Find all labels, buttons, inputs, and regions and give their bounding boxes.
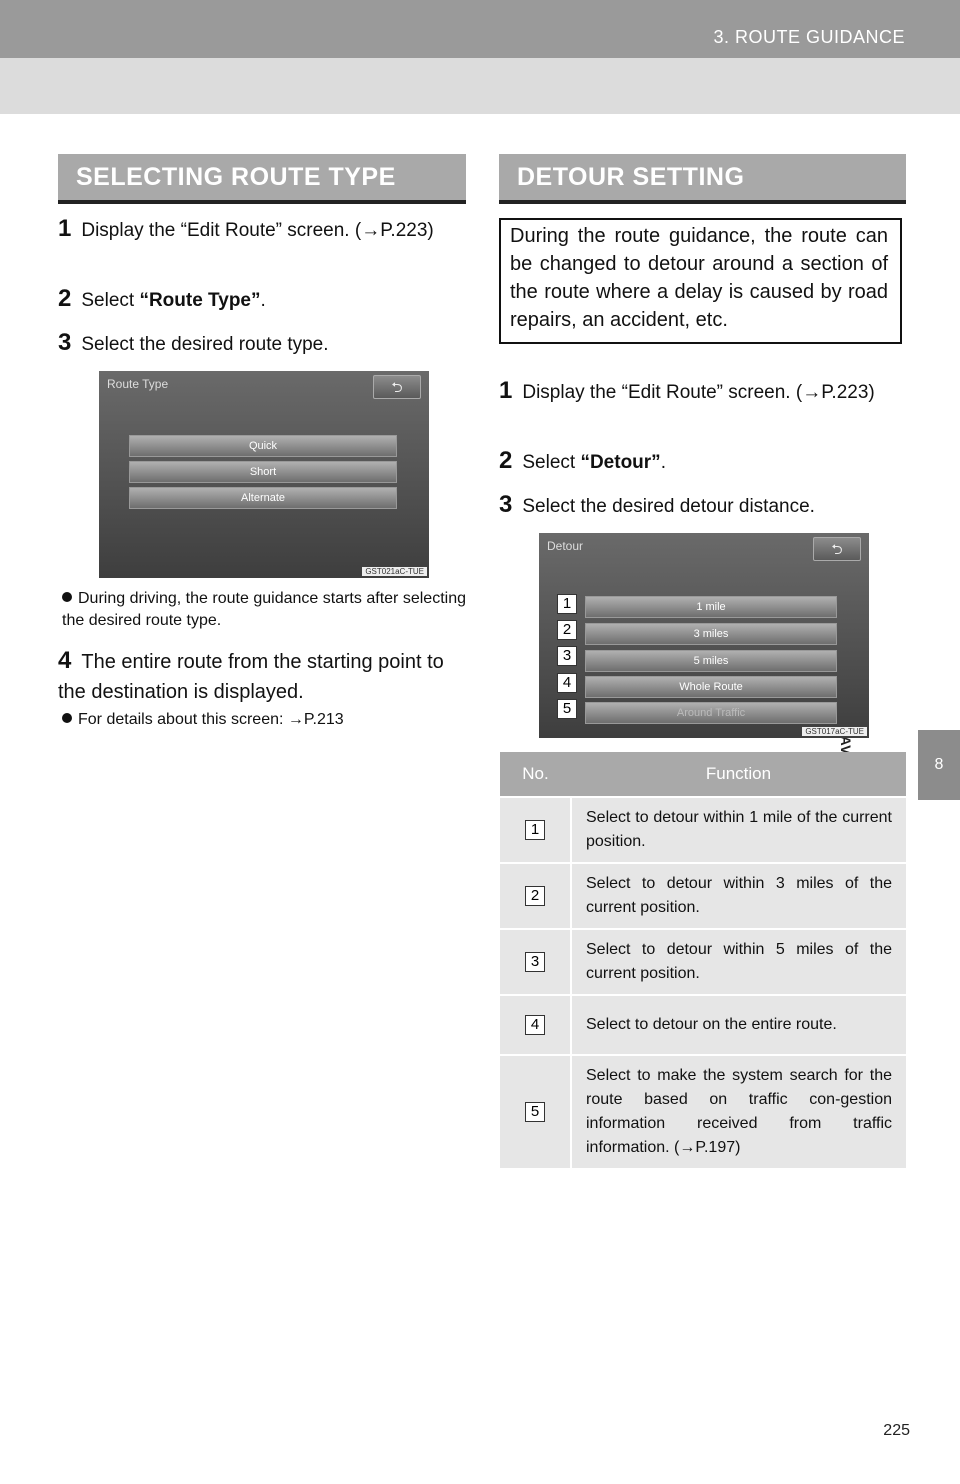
side-tab — [918, 800, 960, 1000]
row-function: Select to detour within 3 miles of the current position. — [571, 863, 906, 929]
short-button: Short — [129, 461, 397, 483]
step-text: . — [660, 452, 666, 473]
chapter-title: 3. ROUTE GUIDANCE — [713, 27, 905, 47]
alternate-button: Alternate — [129, 487, 397, 509]
step-3-right — [499, 490, 907, 522]
row-number: 4 — [525, 1015, 545, 1035]
step-text: Display the “Edit Route” screen. (→P.223) — [81, 220, 434, 241]
table-row — [500, 797, 906, 863]
back-arrow-icon: ⮌ — [813, 537, 861, 561]
bullet-text: For details about this screen: →P.213 — [78, 711, 344, 728]
step-4-left — [58, 646, 472, 707]
table-header-row — [500, 752, 906, 797]
info-box: During the route guidance, the route can be changed to detour around a section of the route where a delay is caused by road repairs, an accident, etc. — [499, 218, 902, 344]
row-number-cell — [500, 929, 571, 995]
step-text: Select — [522, 452, 581, 473]
table-row — [500, 929, 906, 995]
step-text: . — [260, 290, 266, 311]
bullet-dot — [62, 713, 72, 723]
callout-3: 3 — [557, 646, 577, 666]
step-2-right — [499, 446, 907, 478]
screen-title: Detour — [547, 539, 584, 553]
table-row — [500, 863, 906, 929]
callout-5: 5 — [557, 699, 577, 719]
back-arrow-icon: ⮌ — [373, 375, 421, 399]
row-number-cell — [500, 1055, 571, 1168]
bullet-driving — [62, 588, 466, 632]
row-number: 3 — [525, 952, 545, 972]
bullet-dot — [62, 592, 72, 602]
step-bold: “Route Type” — [139, 290, 261, 311]
step-bold: “Detour” — [580, 452, 661, 473]
step-2-left — [58, 284, 466, 316]
row-function: Select to detour within 5 miles of the current position. — [571, 929, 906, 995]
step-number: 1 — [499, 377, 513, 404]
step-text: Select — [81, 290, 140, 311]
route-type-screenshot — [99, 371, 429, 578]
callout-4: 4 — [557, 673, 577, 693]
step-number: 2 — [58, 285, 72, 312]
bullet-text: During driving, the route guidance starts after selecting the desired route type. — [62, 590, 466, 629]
bullet-details — [62, 709, 466, 731]
detour-1-mile-button: 1 mile — [585, 596, 837, 618]
detour-5-miles-button: 5 miles — [585, 650, 837, 672]
step-number: 3 — [58, 329, 72, 356]
page-number: 225 — [883, 1422, 910, 1439]
table-row — [500, 1055, 906, 1168]
step-text: Select the desired detour distance. — [522, 496, 815, 517]
header-band — [0, 58, 960, 114]
step-text: Display the “Edit Route” screen. (→P.223) — [522, 382, 875, 403]
quick-button: Quick — [129, 435, 397, 457]
step-number: 3 — [499, 491, 513, 518]
callout-1: 1 — [557, 594, 577, 614]
step-number: 1 — [58, 215, 72, 242]
header-function: Function — [571, 752, 906, 797]
detour-3-miles-button: 3 miles — [585, 623, 837, 645]
row-number-cell — [500, 863, 571, 929]
step-number: 4 — [58, 647, 72, 674]
row-number: 5 — [525, 1102, 545, 1122]
step-number: 2 — [499, 447, 513, 474]
function-table — [500, 752, 906, 1168]
section-heading-detour: DETOUR SETTING — [499, 154, 906, 204]
step-text: Select the desired route type. — [81, 334, 329, 355]
around-traffic-button: Around Traffic — [585, 702, 837, 724]
row-number: 1 — [525, 820, 545, 840]
callout-2: 2 — [557, 620, 577, 640]
image-code: GST021aC-TUE — [362, 567, 427, 576]
row-number-cell — [500, 995, 571, 1055]
row-function: Select to detour on the entire route. — [571, 995, 906, 1055]
header-bar — [0, 0, 960, 58]
table-row — [500, 995, 906, 1055]
detour-screenshot — [539, 533, 869, 738]
row-number-cell — [500, 797, 571, 863]
header-no: No. — [500, 752, 571, 797]
step-1-right — [499, 376, 907, 408]
side-tab-number: 8 — [918, 730, 960, 800]
step-1-left — [58, 214, 466, 246]
step-3-left — [58, 328, 466, 360]
screen-title: Route Type — [107, 377, 169, 391]
step-text: The entire route from the starting point to the destination is displayed. — [58, 651, 444, 703]
row-number: 2 — [525, 886, 545, 906]
section-heading-route-type: SELECTING ROUTE TYPE — [58, 154, 466, 204]
whole-route-button: Whole Route — [585, 676, 837, 698]
image-code: GST017aC-TUE — [802, 727, 867, 736]
row-function: Select to make the system search for the route based on traffic con-gestion information received from traffic information. (→P.197) — [571, 1055, 906, 1168]
row-function: Select to detour within 1 mile of the current position. — [571, 797, 906, 863]
